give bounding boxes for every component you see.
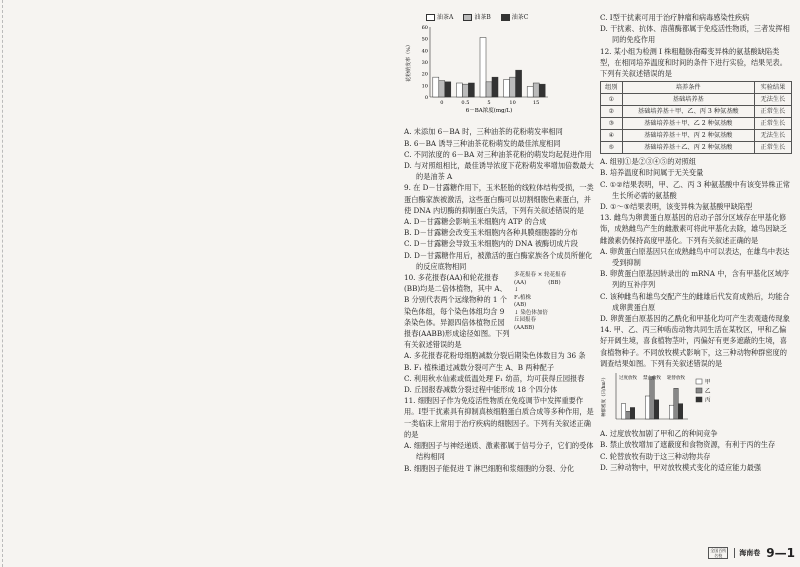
- option-item: C. D－甘露糖会导致玉米细胞内的 DNA 被酶切成片段: [404, 239, 578, 249]
- option-item: D. 卵黄蛋白原基因的乙酰化和甲基化均可产生表观遗传现象: [600, 314, 790, 324]
- option-item: D. 干扰素、抗体、溶菌酶都属于免疫活性物质，三者发挥相同的免疫作用: [600, 24, 790, 45]
- pollen-chart: [404, 12, 594, 124]
- option-item: C. ①②结果表明，甲、乙、丙 3 种氨基酸中有该变异株正常生长所必需的氨基酸: [600, 179, 790, 200]
- group-label: 轮替放牧: [667, 376, 685, 382]
- option-item: A. 细胞因子与神经递质、激素都属于信号分子，它们的受体结构相同: [404, 441, 594, 462]
- table-cell: ③: [601, 118, 623, 130]
- diagram-text: ↓ 染色体加倍: [514, 309, 548, 316]
- x-tick-label: 10: [509, 100, 516, 107]
- page-number: 9—1: [766, 546, 795, 560]
- option-item: D. ①～⑤结果表明，该变异株为氨基酸甲缺陷型: [600, 202, 753, 212]
- bar: [674, 388, 679, 419]
- experiment-table: [600, 81, 792, 154]
- table-header: 组别: [601, 82, 623, 94]
- bar: [492, 77, 498, 97]
- q10-block: [404, 272, 594, 350]
- y-tick-label: 20: [421, 71, 428, 78]
- table-cell: 无法生长: [754, 130, 791, 142]
- table-cell: 无法生长: [754, 94, 791, 106]
- option-item: C. 该种雌鸟和雄鸟交配产生的雌雄后代发育成熟后，均能合成卵黄蛋白原: [600, 291, 790, 312]
- bar: [433, 77, 439, 97]
- diagram-text: (AB): [514, 302, 527, 309]
- bar: [654, 400, 659, 419]
- table-header: 培养条件: [622, 82, 754, 94]
- table-cell: 正常生长: [754, 142, 791, 154]
- table-cell: ⑤: [601, 142, 623, 154]
- option-item: C. 轮替放牧有助于这三种动物共存: [600, 451, 711, 461]
- legend-swatch-c: [501, 14, 510, 21]
- x-tick-label: 0: [440, 100, 444, 107]
- q8-options: [404, 126, 594, 182]
- q14-options: [600, 428, 792, 473]
- bar: [650, 377, 655, 419]
- y-tick-label: 50: [421, 36, 428, 43]
- q10-stem: 10. 多花报春(AA)和轮花报春(BB)均是二倍体植物，其中 A、B 分别代表两个远缘物种的 1 个染色体组，每个染色体组均含 9 条染色体。异源四倍体植物丘园报春(AABB)形成途径如图。下列有关叙述错误的是: [404, 273, 510, 350]
- hybrid-diagram: [514, 272, 594, 332]
- y-tick-label: 0: [424, 95, 428, 102]
- bar: [468, 83, 474, 97]
- bar: [669, 405, 674, 419]
- page-footer: [600, 545, 795, 561]
- table-header: 实验结果: [754, 82, 791, 94]
- legend-label: 丙: [705, 397, 711, 404]
- diagram-text: (AA) (BB): [514, 279, 561, 286]
- exam-subject: 海南卷: [734, 548, 760, 558]
- x-tick-label: 5: [487, 100, 491, 107]
- diagram-text: ↓: [514, 287, 519, 294]
- option-item: C. 不同浓度的 6－BA 对三种油茶花粉的萌发均起促进作用: [404, 149, 592, 159]
- bar: [645, 396, 650, 419]
- option-item: A. 未添加 6－BA 时，三种油茶的花粉萌发率相同: [404, 127, 563, 137]
- bar: [486, 82, 492, 97]
- legend-label: 甲: [705, 379, 711, 386]
- x-axis-label: 6－BA浓度(mg/L): [465, 108, 513, 115]
- q9-options: [404, 216, 594, 272]
- fold-line: [2, 0, 3, 567]
- option-item: B. D－甘露糖会改变玉米细胞内各种具膜细胞器的分布: [404, 228, 578, 238]
- table-cell: 基础培养基＋甲、乙、丙 3 种氨基酸: [622, 106, 754, 118]
- table-row: [601, 142, 792, 154]
- left-column: [404, 12, 594, 474]
- legend-label: 乙: [705, 388, 711, 395]
- legend-label: 油茶A: [437, 14, 454, 21]
- option-item: C. Ⅰ型干扰素可用于治疗肿瘤和病毒感染性疾病: [600, 13, 750, 22]
- y-axis-label: 种群密度（只/hm²）: [602, 375, 607, 418]
- diagram-text: 丘园报春: [514, 317, 537, 324]
- table-cell: 基础培养基＋乙、丙 2 种氨基酸: [622, 142, 754, 154]
- table-row: [601, 118, 792, 130]
- group-label: 过度放牧: [619, 376, 637, 382]
- bar: [533, 83, 539, 97]
- q13-options: [600, 246, 792, 324]
- option-item: A. 过度放牧加剧了甲和乙的种间竞争: [600, 429, 718, 439]
- legend-swatch-a: [426, 14, 435, 21]
- option-item: B. F₁ 植株通过减数分裂可产生 A、B 两种配子: [404, 362, 555, 372]
- bar: [445, 82, 451, 97]
- legend-label: 油茶B: [474, 14, 491, 21]
- table-row: [601, 94, 792, 106]
- table-body: [601, 94, 792, 154]
- option-item: A. 卵黄蛋白原基因只在成熟雌鸟中可以表达，在雄鸟中表达受到抑制: [600, 246, 790, 268]
- q13-stem: 13. 雌鸟为卵黄蛋白原基因的启动子部分区域存在甲基化修饰，成熟雌鸟产生的雌激素可将此甲基化去除，雄鸟因缺乏雌激素仍保持高度甲基化。下列有关叙述正确的是: [600, 213, 787, 245]
- bar: [678, 404, 683, 419]
- q14-stem: 14. 甲、乙、丙三种啮齿动物共同生活在某牧区，甲和乙偏好开阔生境，喜食植物茎叶，丙偏好有更多遮蔽的生境，喜食植物种子。不同放牧模式影响下，这三种动物种群密度的调查结果如图。下列有关叙述错误的是: [600, 325, 787, 368]
- option-item: B. 卵黄蛋白原基因转录出的 mRNA 中，含有甲基化区域序列的互补序列: [600, 269, 790, 290]
- q11-options: [404, 440, 594, 474]
- option-item: B. 禁止放牧增加了遮蔽度和食物资源，有利于丙的生存: [600, 440, 776, 450]
- diagram-text: F₁植株: [514, 294, 532, 301]
- q11-stem: 11. 细胞因子作为免疫活性物质在免疫调节中发挥重要作用。Ⅰ型干扰素具有抑制真核细胞蛋白质合成等多种作用，是一类临床上常用于治疗疾病的细胞因子。下列有关叙述正确的是: [404, 396, 594, 439]
- publisher-logo: 全国百所名校: [710, 548, 727, 558]
- option-item: B. 培养温度和时间属于无关变量: [600, 168, 704, 178]
- bar: [510, 77, 516, 97]
- table-cell: ④: [601, 130, 623, 142]
- diagram-text: 多花报春 × 轮花报春: [514, 272, 567, 279]
- table-header-row: [601, 82, 792, 94]
- bar: [539, 84, 545, 97]
- y-tick-label: 60: [421, 25, 428, 32]
- table-cell: ②: [601, 106, 623, 118]
- y-axis-label: 花粉萌发率（%）: [406, 42, 412, 83]
- legend-swatch-b: [463, 14, 472, 21]
- bar: [630, 408, 635, 420]
- bar: [527, 87, 533, 98]
- option-item: D. 三种动物中，甲对放牧模式变化的适应能力最强: [600, 462, 762, 472]
- y-tick-label: 30: [421, 60, 428, 67]
- bar: [516, 70, 522, 97]
- legend-swatch: [696, 388, 702, 393]
- option-item: D. 丘园报春减数分裂过程中能形成 18 个四分体: [404, 385, 558, 395]
- option-item: A. D－甘露糖会影响玉米细胞内 ATP 的合成: [404, 217, 547, 227]
- bar: [480, 38, 486, 98]
- table-cell: 基础培养基: [622, 94, 754, 106]
- q9-stem: 9. 在 D－甘露糖作用下，玉米胚胎的线粒体结构受损，一类蛋白酶家族被激活，这些蛋白酶可以切割细胞色素蛋白，并使 DNA 内切酶的抑制蛋白失活，下列有关叙述错误的是: [404, 183, 594, 215]
- q11-options-cont: [600, 12, 792, 46]
- legend-swatch: [696, 397, 702, 402]
- table-cell: 正常生长: [754, 118, 791, 130]
- option-item: B. 细胞因子能促进 T 淋巴细胞和浆细胞的分裂、分化: [404, 463, 575, 473]
- x-tick-label: 0.5: [461, 100, 470, 107]
- bar: [626, 411, 631, 419]
- legend-label: 油茶C: [511, 14, 529, 21]
- x-tick-label: 15: [533, 100, 540, 107]
- chart-legend: [426, 12, 594, 23]
- option-item: A. 多花报春花粉母细胞减数分裂后期染色体数目为 36 条: [404, 351, 586, 361]
- diagram-text: (AABB): [514, 324, 535, 331]
- group-label: 禁止放牧: [643, 376, 661, 382]
- bar-chart-svg: [404, 23, 554, 121]
- option-item: D. D－甘露糖作用后，被激活的蛋白酶家族各个成员所催化的反应底物相同: [404, 250, 593, 271]
- y-tick-label: 10: [421, 83, 428, 90]
- option-item: B. 6－BA 诱导三种油茶花粉萌发的最佳浓度相同: [404, 138, 561, 148]
- q12-stem: 12. 某小组为检测 Ⅰ 株粗糙脉孢霉变异株的氨基酸缺陷类型，在相同培养温度和时间的条件下进行实验，结果见表。下列有关叙述错误的是: [600, 46, 787, 79]
- bar: [456, 83, 462, 97]
- q12-options: [600, 156, 792, 212]
- table-cell: ①: [601, 94, 623, 106]
- table-row: [601, 106, 792, 118]
- bar: [621, 404, 626, 419]
- grazing-chart-svg: [600, 369, 730, 425]
- option-item: A. 组别①是②③④⑤的对照组: [600, 157, 697, 167]
- table-cell: 基础培养基＋甲、丙 2 种氨基酸: [622, 130, 754, 142]
- legend-swatch: [696, 379, 702, 384]
- option-item: C. 利用秋水仙素或低温处理 F₁ 幼苗，均可获得丘园报春: [404, 373, 585, 383]
- table-cell: 基础培养基＋甲、乙 2 种氨基酸: [622, 118, 754, 130]
- q10-options: [404, 350, 594, 395]
- bar: [504, 80, 510, 98]
- table-cell: 正常生长: [754, 106, 791, 118]
- bar: [439, 81, 445, 97]
- bar: [462, 84, 468, 97]
- right-column: [600, 12, 792, 473]
- y-tick-label: 40: [421, 48, 428, 55]
- option-item: D. 与对照组相比，最佳诱导浓度下花粉萌发率增加倍数最大的是油茶 A: [404, 161, 594, 182]
- table-row: [601, 130, 792, 142]
